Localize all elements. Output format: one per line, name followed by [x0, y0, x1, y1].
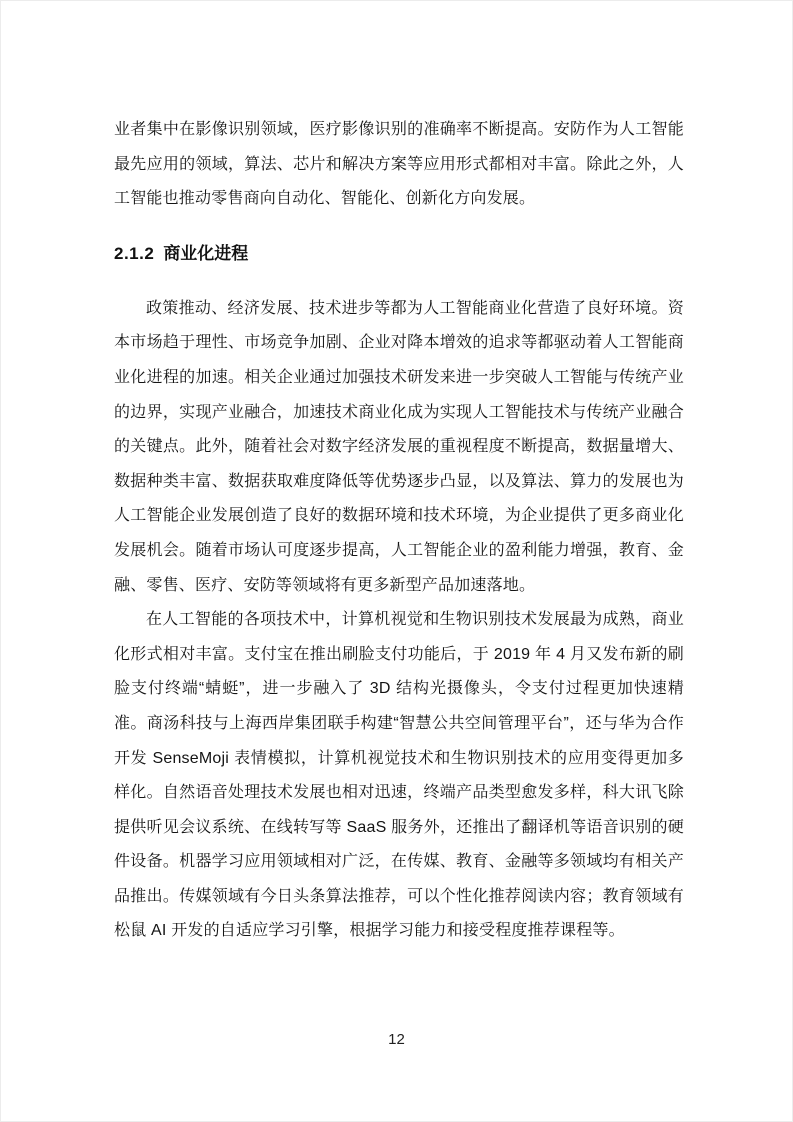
page-footer	[1, 1031, 792, 1049]
page-content	[114, 1, 684, 949]
paragraph-continuation: 业者集中在影像识别领域，医疗影像识别的准确率不断提高。安防作为人工智能最先应用的领域，算法、芯片和解决方案等应用形式都相对丰富。除此之外，人工智能也推动零售商向自动化、智能化、创新化方向发展。	[114, 121, 684, 208]
section-heading	[114, 240, 684, 267]
paragraph-technology-maturity: 在人工智能的各项技术中，计算机视觉和生物识别技术发展最为成熟，商业化形式相对丰富。支付宝在推出刷脸支付功能后，于 2019 年 4 月又发布新的刷脸支付终端“蜻蜓”，进一步融入了 3D 结构光摄像头，令支付过程更加快速精准。商汤科技与上海西岸集团联手构建“智慧公共空间管理平台”，还与华为合作开发 SenseMoji 表情模拟，计算机视觉技术和生物识别技术的应用变得更加多样化。自然语音处理技术发展也相对迅速，终端产品类型愈发多样，科大讯飞除提供听见会议系统、在线转写等 SaaS 服务外，还推出了翻译机等语音识别的硬件设备。机器学习应用领域相对广泛，在传媒、教育、金融等多领域均有相关产品推出。传媒领域有今日头条算法推荐，可以个性化推荐阅读内容；教育领域有松鼠 AI 开发的自适应学习引擎，根据学习能力和接受程度推荐课程等。	[114, 611, 684, 940]
section-heading-title: 商业化进程	[163, 243, 249, 263]
section-heading-number: 2.1.2	[114, 243, 155, 263]
page-number: 12	[388, 1031, 405, 1048]
paragraph-commercialization-environment: 政策推动、经济发展、技术进步等都为人工智能商业化营造了良好环境。资本市场趋于理性、市场竞争加剧、企业对降本增效的追求等都驱动着人工智能商业化进程的加速。相关企业通过加强技术研发来进一步突破人工智能与传统产业的边界，实现产业融合，加速技术商业化成为实现人工智能技术与传统产业融合的关键点。此外，随着社会对数字经济发展的重视程度不断提高，数据量增大、数据种类丰富、数据获取难度降低等优势逐步凸显，以及算法、算力的发展也为人工智能企业发展创造了良好的数据环境和技术环境，为企业提供了更多商业化发展机会。随着市场认可度逐步提高，人工智能企业的盈利能力增强，教育、金融、零售、医疗、安防等领域将有更多新型产品加速落地。	[114, 299, 684, 594]
